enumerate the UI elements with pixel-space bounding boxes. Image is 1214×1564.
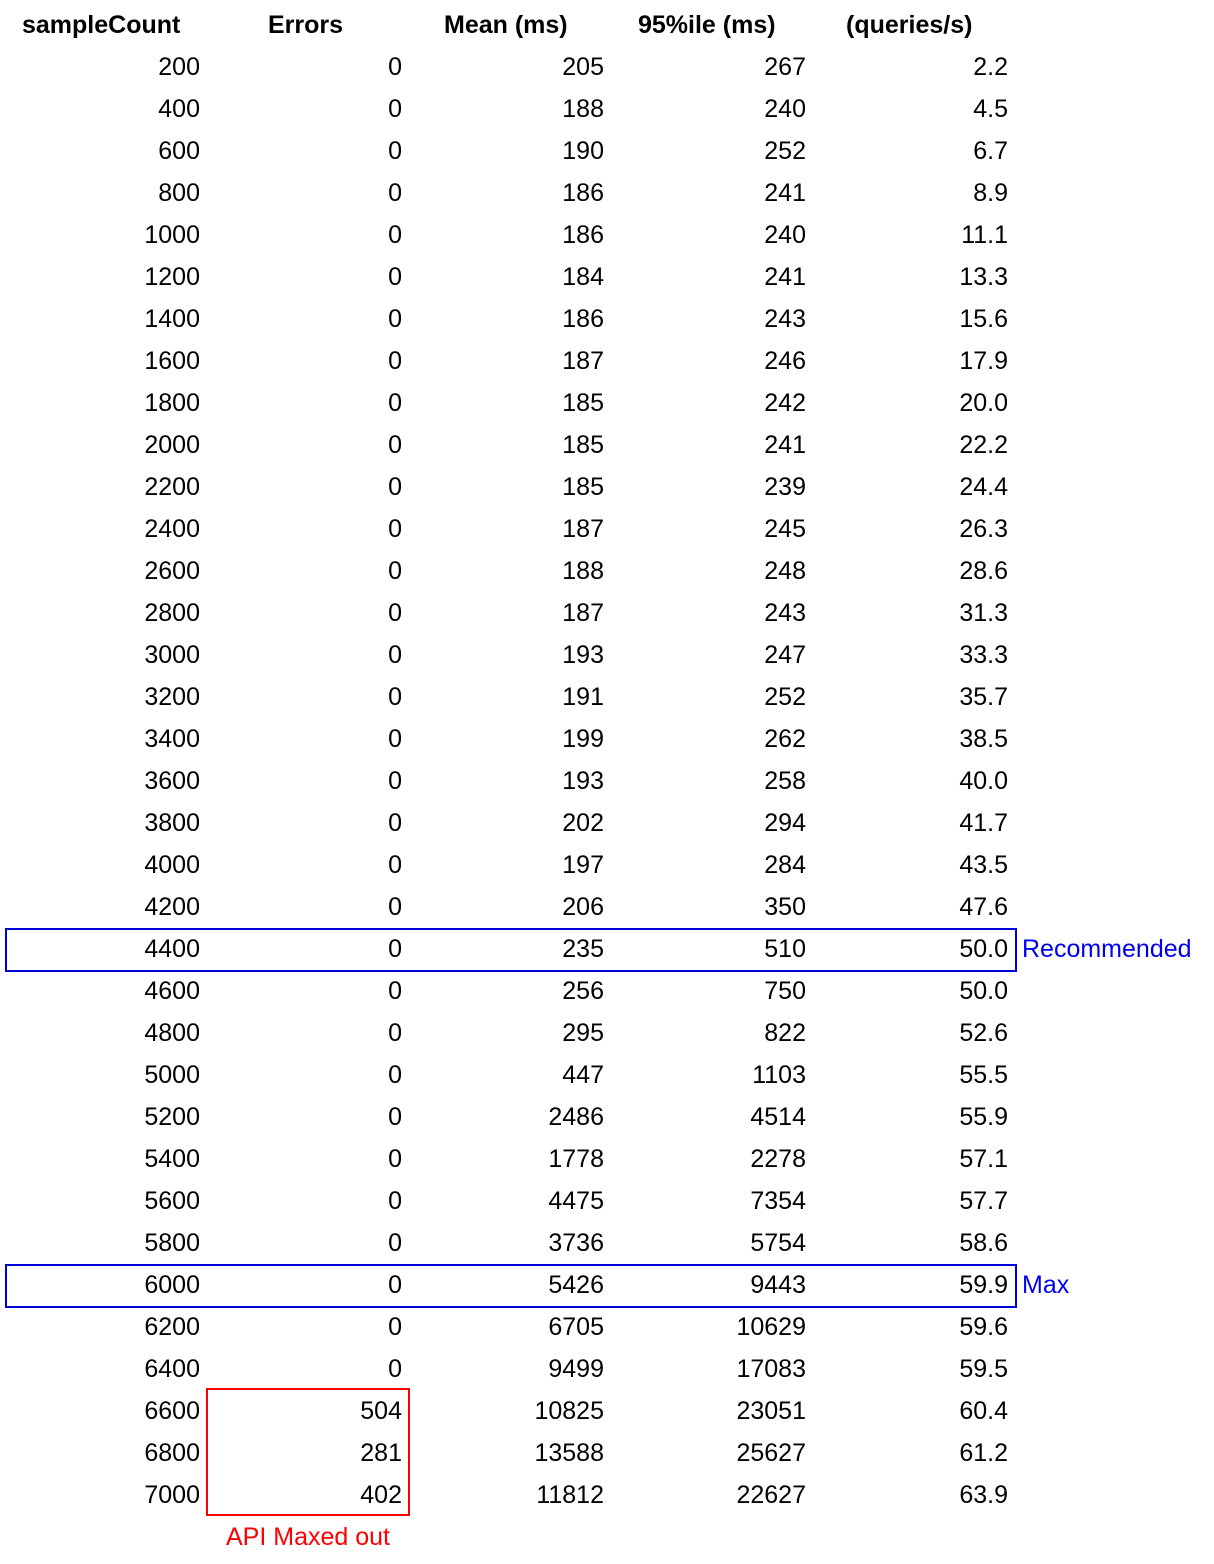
qps-cell: 50.0	[959, 977, 1008, 1005]
samplecount-cell: 4800	[144, 1019, 200, 1047]
errors-cell: 0	[388, 431, 402, 459]
qps-cell: 41.7	[959, 809, 1008, 837]
table-row	[0, 1096, 1214, 1138]
mean-cell: 190	[562, 137, 604, 165]
errors-cell: 0	[388, 179, 402, 207]
table-row	[0, 88, 1214, 130]
p95-cell: 252	[764, 137, 806, 165]
table-row	[0, 970, 1214, 1012]
errors-cell: 0	[388, 1313, 402, 1341]
qps-cell: 63.9	[959, 1481, 1008, 1509]
errors-cell: 0	[388, 851, 402, 879]
mean-cell: 187	[562, 347, 604, 375]
mean-cell: 13588	[534, 1439, 604, 1467]
p95-cell: 294	[764, 809, 806, 837]
qps-cell: 55.9	[959, 1103, 1008, 1131]
errors-cell: 0	[388, 1187, 402, 1215]
mean-cell: 187	[562, 599, 604, 627]
p95-cell: 240	[764, 221, 806, 249]
p95-cell: 1103	[752, 1061, 806, 1089]
table-row	[0, 382, 1214, 424]
qps-cell: 35.7	[959, 683, 1008, 711]
p95-cell: 246	[764, 347, 806, 375]
p95-cell: 245	[764, 515, 806, 543]
samplecount-cell: 3400	[144, 725, 200, 753]
qps-cell: 4.5	[973, 95, 1008, 123]
samplecount-cell: 5800	[144, 1229, 200, 1257]
mean-cell: 9499	[548, 1355, 604, 1383]
samplecount-cell: 4000	[144, 851, 200, 879]
p95-cell: 258	[764, 767, 806, 795]
errors-cell: 0	[388, 347, 402, 375]
samplecount-cell: 1400	[144, 305, 200, 333]
mean-cell: 447	[562, 1061, 604, 1089]
table-row	[0, 634, 1214, 676]
mean-cell: 193	[562, 767, 604, 795]
mean-cell: 188	[562, 95, 604, 123]
table-row	[0, 1138, 1214, 1180]
errors-cell: 281	[360, 1439, 402, 1467]
qps-cell: 47.6	[959, 893, 1008, 921]
mean-cell: 193	[562, 641, 604, 669]
qps-cell: 59.6	[959, 1313, 1008, 1341]
p95-cell: 2278	[750, 1145, 806, 1173]
table-row	[0, 1348, 1214, 1390]
mean-cell: 206	[562, 893, 604, 921]
mean-cell: 4475	[548, 1187, 604, 1215]
p95-cell: 5754	[750, 1229, 806, 1257]
samplecount-cell: 6200	[144, 1313, 200, 1341]
p95-cell: 243	[764, 599, 806, 627]
samplecount-cell: 7000	[144, 1481, 200, 1509]
mean-cell: 6705	[548, 1313, 604, 1341]
qps-cell: 58.6	[959, 1229, 1008, 1257]
p95-cell: 9443	[750, 1271, 806, 1299]
samplecount-cell: 2600	[144, 557, 200, 585]
samplecount-cell: 6400	[144, 1355, 200, 1383]
p95-cell: 4514	[750, 1103, 806, 1131]
errors-cell: 0	[388, 95, 402, 123]
table-row	[0, 1012, 1214, 1054]
p95-cell: 240	[764, 95, 806, 123]
qps-cell: 38.5	[959, 725, 1008, 753]
qps-cell: 60.4	[959, 1397, 1008, 1425]
samplecount-cell: 1200	[144, 263, 200, 291]
table-row	[0, 256, 1214, 298]
samplecount-cell: 5200	[144, 1103, 200, 1131]
mean-cell: 184	[562, 263, 604, 291]
qps-cell: 15.6	[959, 305, 1008, 333]
qps-cell: 11.1	[961, 221, 1008, 249]
qps-cell: 17.9	[959, 347, 1008, 375]
p95-cell: 17083	[736, 1355, 806, 1383]
p95-cell: 241	[764, 263, 806, 291]
mean-cell: 3736	[548, 1229, 604, 1257]
p95-cell: 262	[764, 725, 806, 753]
qps-cell: 20.0	[959, 389, 1008, 417]
samplecount-cell: 800	[158, 179, 200, 207]
errors-cell: 0	[388, 767, 402, 795]
qps-cell: 57.1	[959, 1145, 1008, 1173]
errors-cell: 0	[388, 935, 402, 963]
table-row	[0, 1306, 1214, 1348]
table-row	[0, 592, 1214, 634]
table-row	[0, 802, 1214, 844]
qps-cell: 24.4	[959, 473, 1008, 501]
p95-cell: 23051	[736, 1397, 806, 1425]
qps-cell: 59.5	[959, 1355, 1008, 1383]
errors-cell: 0	[388, 1019, 402, 1047]
errors-cell: 0	[388, 809, 402, 837]
errors-cell: 0	[388, 1271, 402, 1299]
table-row	[0, 214, 1214, 256]
samplecount-cell: 2000	[144, 431, 200, 459]
mean-cell: 1778	[548, 1145, 604, 1173]
mean-cell: 187	[562, 515, 604, 543]
samplecount-cell: 3600	[144, 767, 200, 795]
errors-cell: 0	[388, 53, 402, 81]
mean-cell: 188	[562, 557, 604, 585]
header-mean: Mean (ms)	[444, 11, 568, 39]
mean-cell: 185	[562, 389, 604, 417]
samplecount-cell: 2800	[144, 599, 200, 627]
qps-cell: 31.3	[959, 599, 1008, 627]
samplecount-cell: 6600	[144, 1397, 200, 1425]
table-row	[0, 550, 1214, 592]
p95-cell: 284	[764, 851, 806, 879]
table-row	[0, 718, 1214, 760]
qps-cell: 57.7	[959, 1187, 1008, 1215]
qps-cell: 33.3	[959, 641, 1008, 669]
mean-cell: 186	[562, 221, 604, 249]
errors-cell: 0	[388, 599, 402, 627]
table-row	[0, 1390, 1214, 1432]
table-row	[0, 466, 1214, 508]
samplecount-cell: 400	[158, 95, 200, 123]
p95-cell: 247	[764, 641, 806, 669]
mean-cell: 11812	[536, 1481, 604, 1509]
qps-cell: 13.3	[959, 263, 1008, 291]
table-row	[0, 508, 1214, 550]
errors-cell: 0	[388, 473, 402, 501]
samplecount-cell: 1000	[144, 221, 200, 249]
samplecount-cell: 5400	[144, 1145, 200, 1173]
table-row	[0, 1264, 1214, 1306]
qps-cell: 28.6	[959, 557, 1008, 585]
samplecount-cell: 4200	[144, 893, 200, 921]
errors-cell: 0	[388, 389, 402, 417]
mean-cell: 197	[562, 851, 604, 879]
mean-cell: 202	[562, 809, 604, 837]
errors-cell: 402	[360, 1481, 402, 1509]
errors-cell: 0	[388, 1145, 402, 1173]
table-row	[0, 424, 1214, 466]
samplecount-cell: 3200	[144, 683, 200, 711]
errors-cell: 0	[388, 641, 402, 669]
row-highlight-note: Recommended	[1022, 935, 1192, 963]
samplecount-cell: 200	[158, 53, 200, 81]
p95-cell: 822	[764, 1019, 806, 1047]
table-row	[0, 928, 1214, 970]
samplecount-cell: 6800	[144, 1439, 200, 1467]
table-row	[0, 844, 1214, 886]
table-row	[0, 676, 1214, 718]
table-row	[0, 1222, 1214, 1264]
qps-cell: 22.2	[959, 431, 1008, 459]
header-95th-percentile: 95%ile (ms)	[638, 11, 776, 39]
qps-cell: 2.2	[973, 53, 1008, 81]
table-row	[0, 172, 1214, 214]
header-samplecount: sampleCount	[22, 11, 181, 39]
errors-cell: 0	[388, 557, 402, 585]
qps-cell: 52.6	[959, 1019, 1008, 1047]
table-row	[0, 340, 1214, 382]
mean-cell: 10825	[534, 1397, 604, 1425]
p95-cell: 350	[764, 893, 806, 921]
mean-cell: 2486	[548, 1103, 604, 1131]
row-highlight-note: Max	[1022, 1271, 1070, 1299]
mean-cell: 205	[562, 53, 604, 81]
samplecount-cell: 1800	[144, 389, 200, 417]
table-row	[0, 1432, 1214, 1474]
samplecount-cell: 4400	[144, 935, 200, 963]
p95-cell: 243	[764, 305, 806, 333]
qps-cell: 26.3	[959, 515, 1008, 543]
errors-cell: 504	[360, 1397, 402, 1425]
p95-cell: 252	[764, 683, 806, 711]
p95-cell: 22627	[736, 1481, 806, 1509]
p95-cell: 242	[764, 389, 806, 417]
table-row	[0, 46, 1214, 88]
samplecount-cell: 1600	[144, 347, 200, 375]
p95-cell: 248	[764, 557, 806, 585]
samplecount-cell: 2400	[144, 515, 200, 543]
qps-cell: 43.5	[959, 851, 1008, 879]
p95-cell: 25627	[736, 1439, 806, 1467]
header-errors: Errors	[268, 11, 344, 39]
qps-cell: 40.0	[959, 767, 1008, 795]
header-queries-per-second: (queries/s)	[846, 11, 973, 39]
p95-cell: 750	[764, 977, 806, 1005]
errors-cell: 0	[388, 515, 402, 543]
samplecount-cell: 5600	[144, 1187, 200, 1215]
table-row	[0, 886, 1214, 928]
errors-cell: 0	[388, 305, 402, 333]
mean-cell: 235	[562, 935, 604, 963]
p95-cell: 7354	[750, 1187, 806, 1215]
qps-cell: 8.9	[973, 179, 1008, 207]
qps-cell: 59.9	[959, 1271, 1008, 1299]
errors-cell: 0	[388, 893, 402, 921]
samplecount-cell: 600	[158, 137, 200, 165]
errors-cell: 0	[388, 683, 402, 711]
mean-cell: 5426	[548, 1271, 604, 1299]
mean-cell: 256	[562, 977, 604, 1005]
qps-cell: 6.7	[973, 137, 1008, 165]
mean-cell: 186	[562, 179, 604, 207]
errors-cell: 0	[388, 1229, 402, 1257]
errors-cell: 0	[388, 1103, 402, 1131]
errors-cell: 0	[388, 221, 402, 249]
table-row	[0, 760, 1214, 802]
errors-cell: 0	[388, 1355, 402, 1383]
samplecount-cell: 5000	[144, 1061, 200, 1089]
samplecount-cell: 3800	[144, 809, 200, 837]
p95-cell: 239	[764, 473, 806, 501]
mean-cell: 199	[562, 725, 604, 753]
results-table	[0, 46, 1214, 1516]
table-row	[0, 1474, 1214, 1516]
table-row	[0, 130, 1214, 172]
samplecount-cell: 2200	[144, 473, 200, 501]
api-maxed-out-note: API Maxed out	[226, 1523, 390, 1551]
p95-cell: 241	[764, 179, 806, 207]
table-row	[0, 1054, 1214, 1096]
p95-cell: 510	[764, 935, 806, 963]
errors-cell: 0	[388, 977, 402, 1005]
errors-cell: 0	[388, 137, 402, 165]
mean-cell: 185	[562, 473, 604, 501]
samplecount-cell: 3000	[144, 641, 200, 669]
errors-cell: 0	[388, 725, 402, 753]
mean-cell: 295	[562, 1019, 604, 1047]
samplecount-cell: 6000	[144, 1271, 200, 1299]
errors-cell: 0	[388, 263, 402, 291]
mean-cell: 191	[562, 683, 604, 711]
table-row	[0, 1180, 1214, 1222]
p95-cell: 267	[764, 53, 806, 81]
table-row	[0, 298, 1214, 340]
qps-cell: 50.0	[959, 935, 1008, 963]
errors-cell: 0	[388, 1061, 402, 1089]
samplecount-cell: 4600	[144, 977, 200, 1005]
qps-cell: 55.5	[959, 1061, 1008, 1089]
p95-cell: 241	[764, 431, 806, 459]
qps-cell: 61.2	[959, 1439, 1008, 1467]
p95-cell: 10629	[736, 1313, 806, 1341]
mean-cell: 185	[562, 431, 604, 459]
mean-cell: 186	[562, 305, 604, 333]
